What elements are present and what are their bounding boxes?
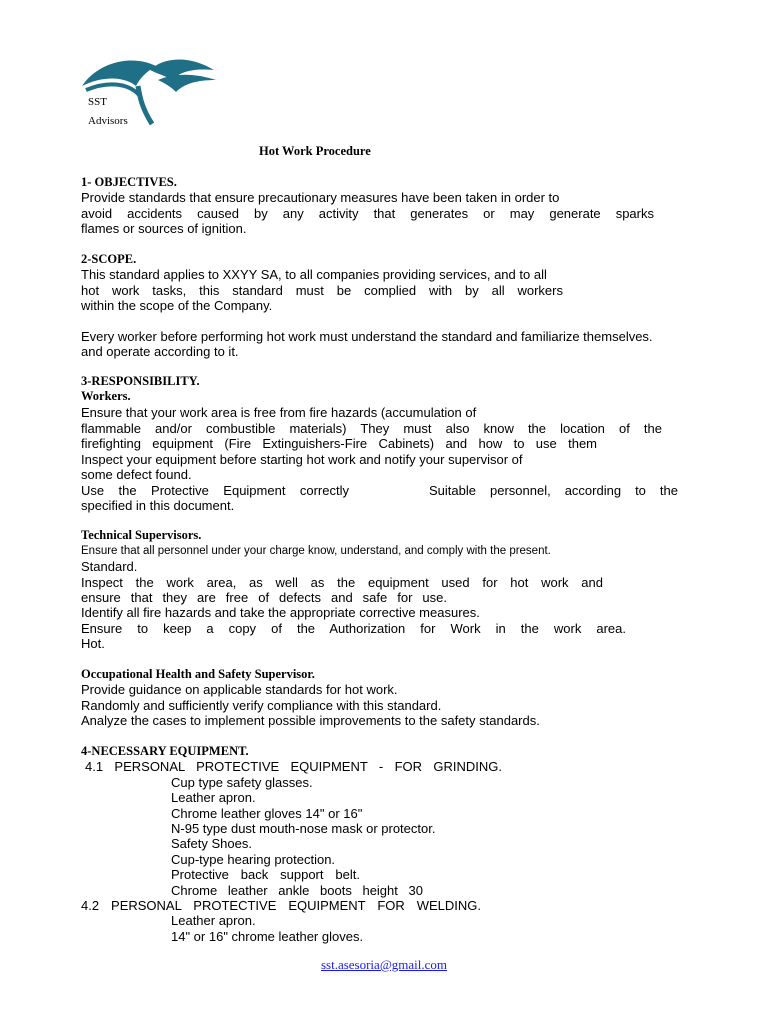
paragraph-line: Suitable personnel, according to the [429, 483, 678, 498]
paragraph-line: ensure that they are free of defects and safe for use. [81, 590, 447, 605]
paragraph-line: Provide guidance on applicable standards for hot work. [81, 682, 398, 697]
paragraph-line: flames or sources of ignition. [81, 221, 247, 236]
paragraph-line: Identify all fire hazards and take the appropriate corrective measures. [81, 605, 480, 620]
paragraph-line: within the scope of the Company. [81, 298, 273, 313]
paragraph-line: specified in this document. [81, 498, 235, 513]
paragraph-line: Randomly and sufficiently verify compliance with this standard. [81, 698, 442, 713]
paragraph-line: This standard applies to XXYY SA, to all companies providing services, and to all [81, 267, 547, 282]
paragraph-line: Every worker before performing hot work must understand the standard and familiarize themselves. [81, 329, 653, 344]
list-item: Leather apron. [171, 790, 256, 805]
list-item: N-95 type dust mouth-nose mask or protector. [171, 821, 436, 836]
subsection-heading-welding: 4.2 PERSONAL PROTECTIVE EQUIPMENT FOR WELDING. [81, 898, 481, 913]
paragraph-line: Ensure that all personnel under your charge know, understand, and comply with the present. [81, 545, 551, 557]
list-item: Cup-type hearing protection. [171, 852, 336, 867]
paragraph-line: Inspect your equipment before starting hot work and notify your supervisor of [81, 452, 523, 467]
paragraph-line: flammable and/or combustible materials) They must also know the location of the [81, 421, 662, 436]
paragraph-line [81, 190, 671, 205]
subsection-heading-grinding: 4.1 PERSONAL PROTECTIVE EQUIPMENT - FOR GRINDING. [85, 759, 502, 774]
paragraph-line: Ensure to keep a copy of the Authorization for Work in the work area. [81, 621, 626, 636]
subsection-heading-workers: Workers. [81, 389, 131, 403]
logo-text-line2: Advisors [88, 115, 128, 127]
text-span: Provide standards that ensure precautionary measures have been taken in order to [81, 190, 560, 205]
paragraph-line: Ensure that your work area is free from fire hazards (accumulation of [81, 405, 477, 420]
list-item: Leather apron. [171, 913, 256, 928]
section-heading-scope: 2-SCOPE. [81, 252, 137, 266]
paragraph-line: some defect found. [81, 467, 192, 482]
paragraph-line: Analyze the cases to implement possible improvements to the safety standards. [81, 713, 540, 728]
section-heading-objectives: 1- OBJECTIVES. [81, 175, 177, 189]
paragraph-line: and operate according to it. [81, 344, 239, 359]
section-heading-responsibility: 3-RESPONSIBILITY. [81, 374, 200, 388]
footer-email-link[interactable]: sst.asesoria@gmail.com [320, 957, 448, 972]
list-item: Cup type safety glasses. [171, 775, 313, 790]
document-title: Hot Work Procedure [259, 144, 371, 158]
subsection-heading-technical-supervisors: Technical Supervisors. [81, 528, 202, 542]
list-item: Chrome leather gloves 14" or 16" [171, 806, 363, 821]
list-item: Safety Shoes. [171, 836, 252, 851]
company-logo [80, 50, 220, 130]
list-item: Protective back support belt. [171, 867, 360, 882]
paragraph-line: Hot. [81, 636, 105, 651]
paragraph-line: Inspect the work area, as well as the equipment used for hot work and [81, 575, 603, 590]
logo-text-line1: SST [88, 96, 107, 108]
paragraph-line: firefighting equipment (Fire Extinguishers-Fire Cabinets) and how to use them [81, 436, 597, 451]
paragraph-line: Standard. [81, 559, 138, 574]
paragraph-line: avoid accidents caused by any activity that generates or may generate sparks [81, 206, 654, 221]
paragraph-line: Use the Protective Equipment correctly [81, 483, 349, 498]
paragraph-line: hot work tasks, this standard must be complied with by all workers [81, 283, 563, 298]
list-item: Chrome leather ankle boots height 30 [171, 883, 423, 898]
list-item: 14" or 16" chrome leather gloves. [171, 929, 364, 944]
section-heading-equipment: 4-NECESSARY EQUIPMENT. [81, 744, 249, 758]
subsection-heading-ohs-supervisor: Occupational Health and Safety Supervisor. [81, 667, 315, 681]
